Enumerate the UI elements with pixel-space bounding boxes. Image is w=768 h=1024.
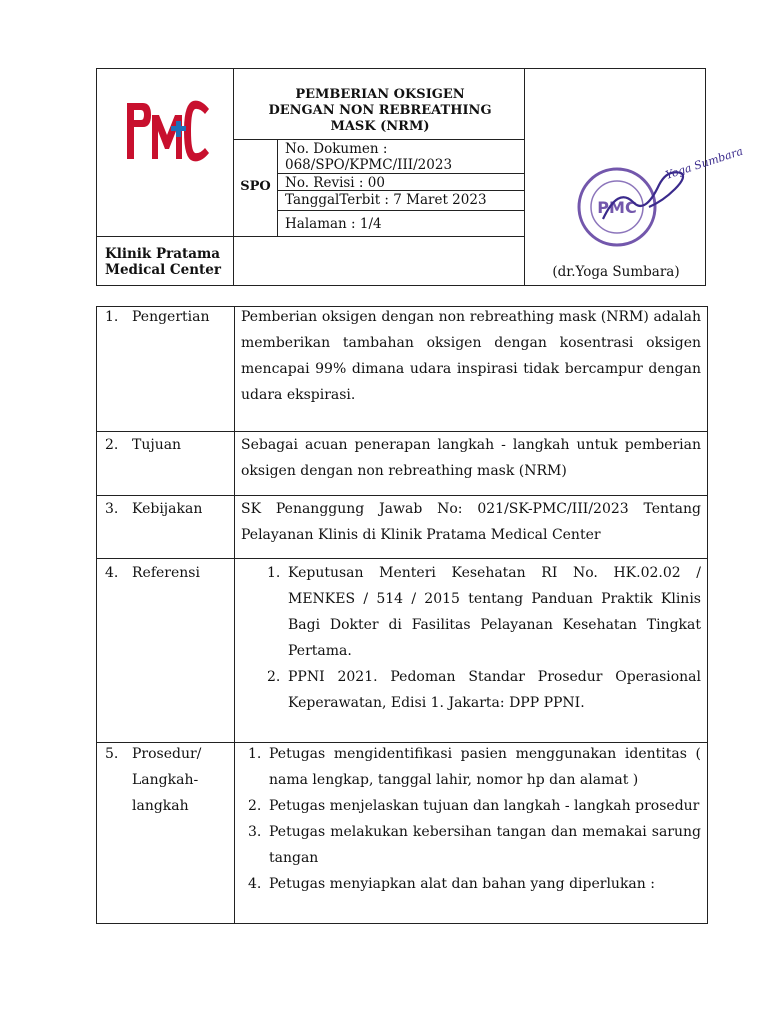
section-number: 3.	[105, 501, 119, 517]
list-number: 2.	[248, 798, 262, 814]
spo-label: SPO	[240, 179, 271, 194]
section-title: Prosedur/ Langkah-langkah	[132, 746, 202, 814]
logo-cross	[171, 126, 186, 131]
section-number: 2.	[105, 437, 119, 453]
section-title: Referensi	[132, 565, 200, 581]
logo-letter-c	[184, 101, 209, 162]
clinic-logo	[121, 93, 213, 169]
header-divider	[97, 236, 234, 237]
section-label-prosedur	[105, 741, 212, 819]
logo-letters	[127, 101, 209, 162]
section-label-tujuan	[105, 432, 181, 458]
document-number-value: 068/SPO/KPMC/III/2023	[285, 157, 453, 173]
list-item-text: Petugas mengidentifikasi pasien menggunakan identitas ( nama lengkap, tanggal lahir, nomor hp dan alamat )	[269, 746, 701, 788]
content-table	[96, 306, 708, 924]
issue-date: TanggalTerbit : 7 Maret 2023	[285, 192, 487, 208]
section-title: Pengertian	[132, 309, 210, 325]
list-item-text: Petugas melakukan kebersihan tangan dan memakai sarung tangan	[269, 824, 701, 866]
list-item	[248, 871, 701, 897]
list-number: 2.	[267, 669, 281, 685]
section-title: Kebijakan	[132, 501, 203, 517]
list-item-text: Petugas menjelaskan tujuan dan langkah - langkah prosedur	[269, 798, 700, 814]
list-number: 1.	[267, 565, 281, 581]
header-divider	[277, 139, 278, 236]
content-divider	[234, 307, 235, 923]
header-divider	[233, 69, 234, 285]
content-divider	[97, 558, 707, 559]
section-label-referensi	[105, 560, 200, 586]
official-stamp	[563, 144, 745, 253]
header-divider	[278, 210, 524, 211]
section-title: Tujuan	[132, 437, 182, 453]
logo-letter-p	[127, 103, 151, 159]
header-divider	[278, 173, 524, 174]
section-text-tujuan: Sebagai acuan penerapan langkah - langkah untuk pemberian oksigen dengan non rebreathing mask (NRM)	[241, 437, 701, 479]
list-item	[267, 664, 701, 716]
revision-number: No. Revisi : 00	[285, 175, 385, 191]
header-divider	[524, 69, 525, 285]
stamp-logo-text: PMC	[597, 198, 637, 217]
section-label-kebijakan	[105, 496, 202, 522]
clinic-name: Klinik Pratama Medical Center	[105, 246, 221, 278]
list-number: 4.	[248, 876, 262, 892]
header-table	[96, 68, 745, 286]
header-divider	[234, 236, 524, 237]
list-item	[248, 741, 701, 793]
section-number: 1.	[105, 309, 119, 325]
list-item	[248, 793, 701, 819]
page-number: Halaman : 1/4	[285, 216, 382, 232]
signature-text: Yoga Sumbara	[663, 144, 745, 182]
list-item-text: Keputusan Menteri Kesehatan RI No. HK.02.02 / MENKES / 514 / 2015 tentang Panduan Praktik Klinis Bagi Dokter di Fasilitas Pelayanan Kesehatan Tingkat Pertama.	[288, 565, 701, 659]
list-item-text: PPNI 2021. Pedoman Standar Prosedur Operasional Keperawatan, Edisi 1. Jakarta: DPP PPNI.	[288, 669, 701, 711]
procedure-list	[248, 741, 701, 897]
section-text-pengertian: Pemberian oksigen dengan non rebreathing mask (NRM) adalah memberikan tambahan oksigen dengan kosentrasi oksigen mencapai 99% dimana udara inspirasi tidak bercampur dengan udara ekspirasi.	[241, 309, 701, 403]
list-number: 1.	[248, 746, 262, 762]
document-number-label: No. Dokumen :	[285, 141, 388, 157]
list-number: 3.	[248, 824, 262, 840]
list-item-text: Petugas menyiapkan alat dan bahan yang diperlukan :	[269, 876, 655, 892]
document-title: PEMBERIAN OKSIGEN DENGAN NON REBREATHING MASK (NRM)	[268, 87, 492, 134]
reference-list	[267, 560, 701, 716]
section-label-pengertian	[105, 304, 210, 330]
section-number: 4.	[105, 565, 119, 581]
list-item	[267, 560, 701, 664]
signer-name: (dr.Yoga Sumbara)	[552, 264, 680, 280]
section-number: 5.	[105, 746, 119, 762]
list-item	[248, 819, 701, 871]
section-text-kebijakan: SK Penanggung Jawab No: 021/SK-PMC/III/2023 Tentang Pelayanan Klinis di Klinik Pratama Medical Center	[241, 501, 701, 543]
